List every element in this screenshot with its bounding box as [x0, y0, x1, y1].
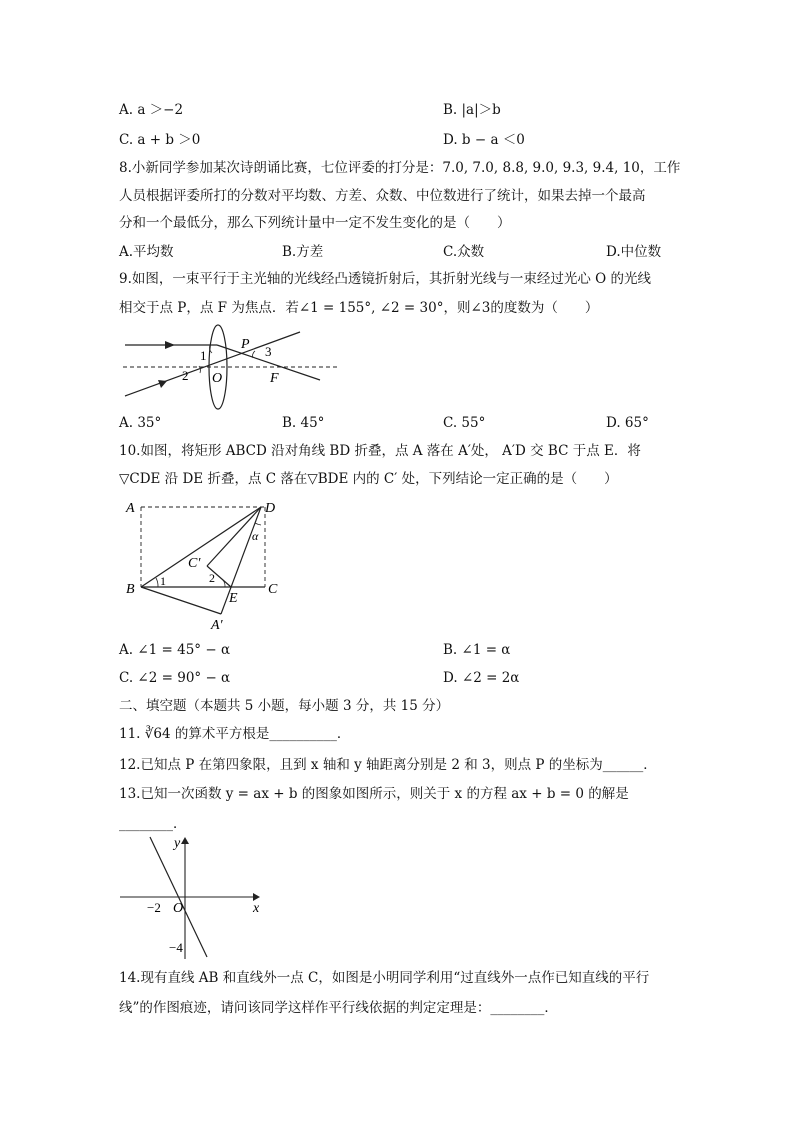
q7-option-a: A. a ＞−2	[119, 102, 184, 118]
q9-line-1: 9.如图，一束平行于主光轴的光线经凸透镜折射后，其折射光线与一束经过光心 O 的光线	[119, 271, 652, 287]
q9-option-a: A. 35°	[119, 415, 162, 431]
q9-option-c: C. 55°	[443, 415, 486, 431]
q9-option-d: D. 65°	[606, 415, 649, 431]
point-o-label: O	[212, 371, 223, 386]
q8-line-2: 人员根据评委所打的分数对平均数、方差、众数、中位数进行了统计，如果去掉一个最高	[119, 188, 646, 204]
x-axis-label: x	[253, 901, 260, 916]
q10-option-c: C. ∠2 = 90° − α	[119, 670, 231, 686]
linear-function-graph	[115, 832, 265, 962]
point-a-prime-label: A′	[211, 618, 223, 633]
vertex-c-label: C	[268, 582, 278, 597]
q7-option-d: D. b − a ＜0	[443, 132, 525, 148]
q10-line-1: 10.如图，将矩形 ABCD 沿对角线 BD 折叠，点 A 落在 A′处， A′D 交 BC 于点 E．将	[119, 443, 641, 459]
rectangle-fold-figure	[118, 495, 288, 635]
q14-line-2: 线”的作图痕迹，请问该同学这样作平行线依据的判定定理是：________．	[119, 1000, 558, 1016]
q10-option-b: B. ∠1 = α	[443, 642, 511, 658]
point-p-label: P	[241, 337, 250, 352]
q8-option-c: C.众数	[443, 244, 485, 260]
q9-option-b: B. 45°	[282, 415, 325, 431]
q10-line-2: ▽CDE 沿 DE 折叠，点 C 落在▽BDE 内的 C′ 处，下列结论一定正确的是（ ）	[119, 471, 618, 487]
angle-label-2: 2	[182, 368, 189, 383]
q11-text: 11. ∛64 的算术平方根是__________．	[119, 726, 351, 742]
vertex-a-label: A	[126, 501, 135, 516]
x-intercept-label: −2	[147, 900, 161, 915]
q8-option-d: D.中位数	[606, 244, 662, 260]
angle-label-1: 1	[200, 348, 207, 363]
angle-label-3: 3	[265, 344, 272, 359]
y-intercept-label: −4	[169, 940, 183, 955]
angle-1-label: 1	[160, 574, 166, 588]
q8-option-b: B.方差	[282, 244, 324, 260]
angle-alpha-label: α	[252, 529, 259, 543]
point-f-label: F	[270, 371, 279, 386]
point-e-label: E	[229, 591, 238, 606]
origin-label: O	[173, 901, 184, 916]
q8-line-1: 8.小新同学参加某次诗朗诵比赛，七位评委的打分是：7.0, 7.0, 8.8, 9.0, 9.3, 9.4, 10，工作	[119, 160, 681, 176]
q10-option-d: D. ∠2 = 2α	[443, 670, 520, 686]
vertex-d-label: D	[265, 501, 276, 516]
q7-option-b: B. |a|＞b	[443, 102, 501, 118]
section-2-heading: 二、填空题（本题共 5 小题，每小题 3 分，共 15 分）	[119, 698, 450, 714]
q13-line-2: ________．	[119, 816, 187, 832]
q13-line-1: 13.已知一次函数 y = ax + b 的图象如图所示，则关于 x 的方程 ax + b = 0 的解是	[119, 786, 629, 802]
angle-2-label: 2	[209, 571, 215, 585]
q9-line-2: 相交于点 P，点 F 为焦点．若∠1 = 155°, ∠2 = 30°，则∠3的度数为（ ）	[119, 300, 599, 316]
y-axis-label: y	[174, 836, 181, 851]
q8-option-a: A.平均数	[119, 244, 174, 260]
q10-option-a: A. ∠1 = 45° − α	[119, 642, 231, 658]
q12-text: 12.已知点 P 在第四象限，且到 x 轴和 y 轴距离分别是 2 和 3，则点 P 的坐标为______．	[119, 757, 657, 773]
ray-arrow-1	[165, 341, 175, 349]
q14-line-1: 14.现有直线 AB 和直线外一点 C，如图是小明同学利用“过直线外一点作已知直线的平行	[119, 970, 650, 986]
vertex-b-label: B	[126, 582, 135, 597]
q8-line-3: 分和一个最低分，那么下列统计量中一定不发生变化的是（ ）	[119, 215, 511, 231]
q7-option-c: C. a + b ＞0	[119, 132, 201, 148]
lens-figure	[115, 322, 345, 412]
point-c-prime-label: C′	[188, 556, 201, 571]
